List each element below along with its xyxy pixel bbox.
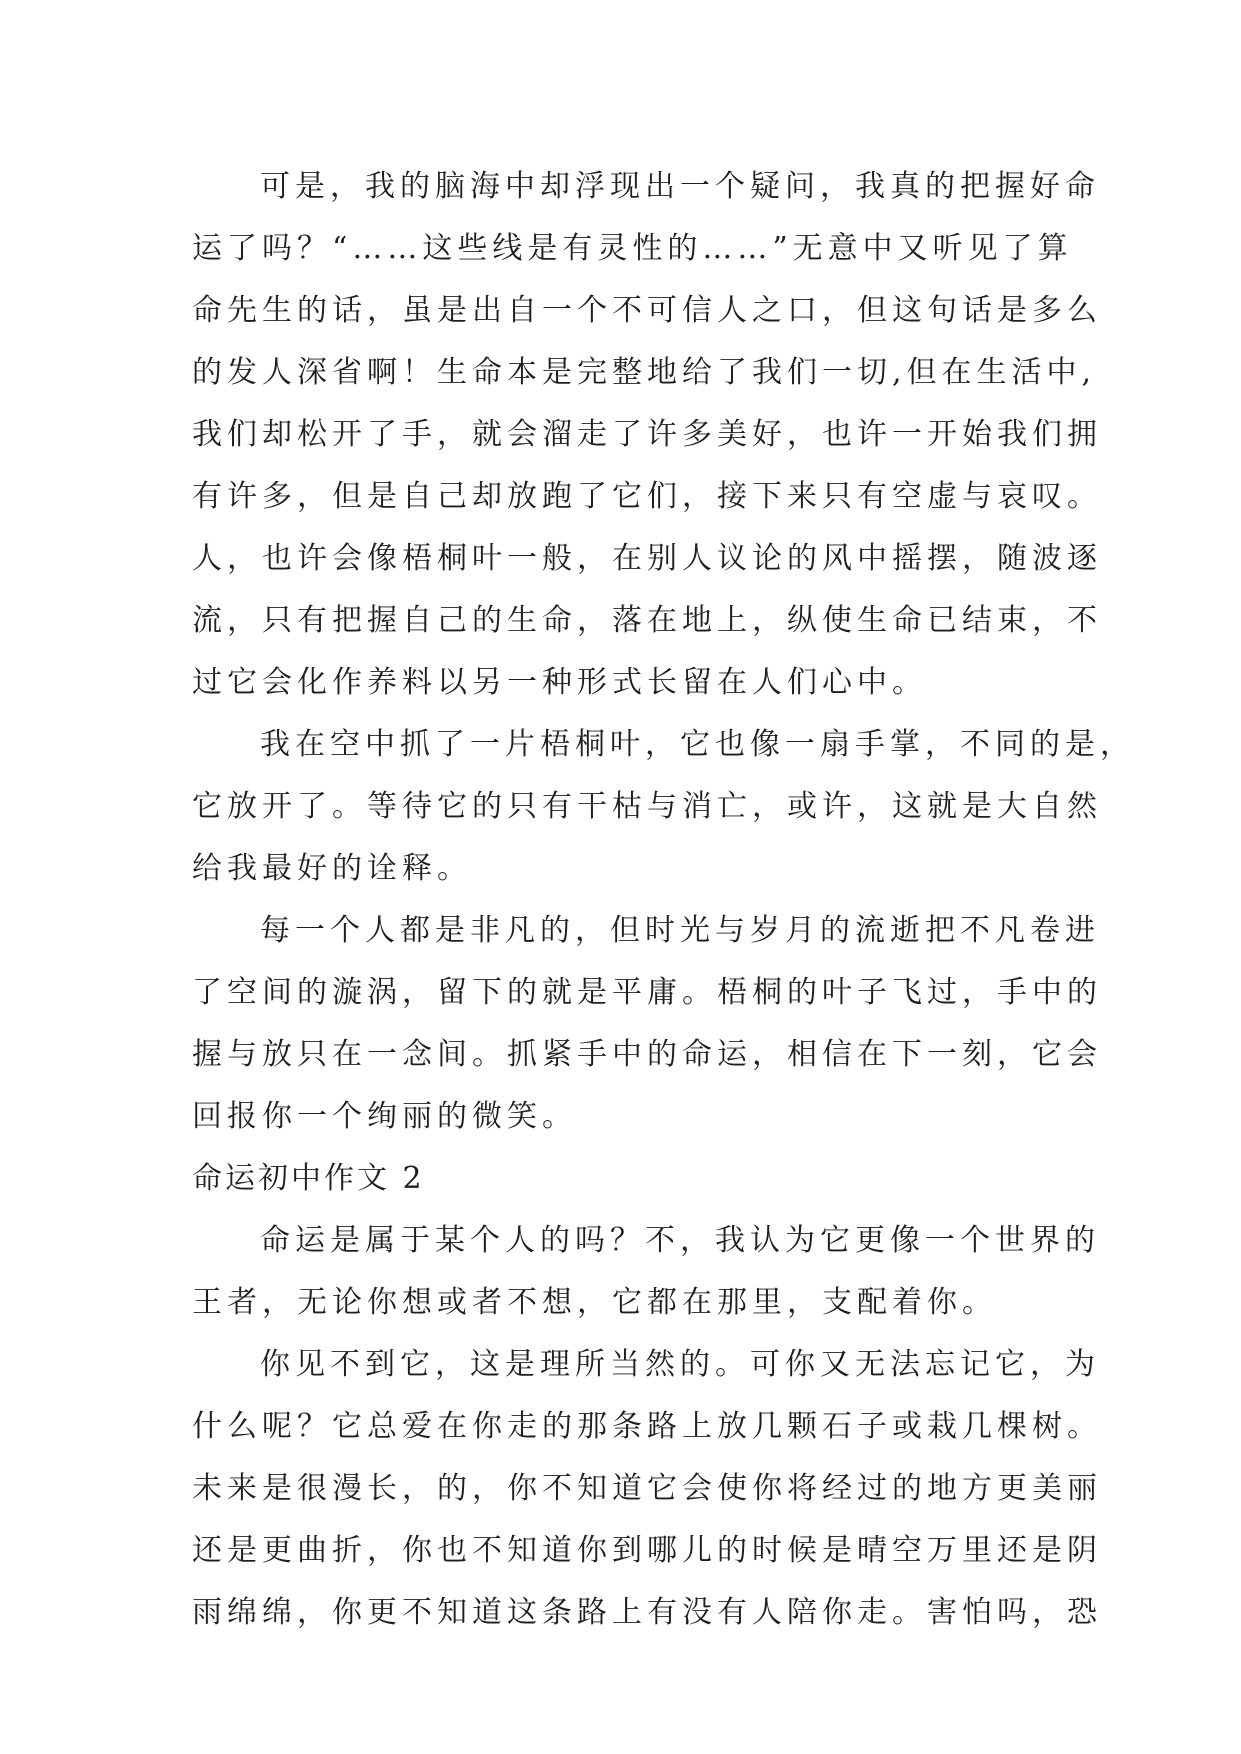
section-heading: 命运初中作文 2 [192,1161,425,1196]
paragraph-line: 什么呢？它总爱在你走的那条路上放几颗石子或栽几棵树。 [192,1409,1102,1444]
paragraph-line: 雨绵绵，你更不知道这条路上有没有人陪你走。害怕吗，恐 [192,1595,1102,1630]
paragraph-line: 给我最好的诠释。 [192,851,472,886]
document-body [192,156,1135,1644]
paragraph-line: 有许多，但是自己却放跑了它们，接下来只有空虚与哀叹。 [192,479,1102,514]
paragraph-line: 你见不到它，这是理所当然的。可你又无法忘记它，为 [260,1347,1100,1382]
paragraph-line: 的发人深省啊！生命本是完整地给了我们一切,但在生活中, [192,355,1097,390]
paragraph-line: 每一个人都是非凡的，但时光与岁月的流逝把不凡卷进 [260,913,1100,948]
paragraph-line: 可是，我的脑海中却浮现出一个疑问，我真的把握好命 [260,169,1100,204]
paragraph-line: 握与放只在一念间。抓紧手中的命运，相信在下一刻，它会 [192,1037,1102,1072]
paragraph-line: 回报你一个绚丽的微笑。 [192,1099,577,1134]
paragraph-line: 未来是很漫长，的，你不知道它会使你将经过的地方更美丽 [192,1471,1102,1506]
paragraph-line: 了空间的漩涡，留下的就是平庸。梧桐的叶子飞过，手中的 [192,975,1102,1010]
paragraph-line: 过它会化作养料以另一种形式长留在人们心中。 [192,665,927,700]
paragraph-line: 王者，无论你想或者不想，它都在那里，支配着你。 [192,1285,997,1320]
paragraph-line: 运了吗？“……这些线是有灵性的……”无意中又听见了算 [192,231,1073,266]
paragraph-line: 还是更曲折，你也不知道你到哪儿的时候是晴空万里还是阴 [192,1533,1102,1568]
paragraph-line: 我们却松开了手，就会溜走了许多美好，也许一开始我们拥 [192,417,1102,452]
paragraph-line: 人，也许会像梧桐叶一般，在别人议论的风中摇摆，随波逐 [192,541,1102,576]
paragraph-line: 命先生的话，虽是出自一个不可信人之口，但这句话是多么 [192,293,1102,328]
paragraph-line: 命运是属于某个人的吗？不，我认为它更像一个世界的 [260,1223,1100,1258]
paragraph-line: 它放开了。等待它的只有干枯与消亡，或许，这就是大自然 [192,789,1102,824]
paragraph-line: 流，只有把握自己的生命，落在地上，纵使生命已结束，不 [192,603,1102,638]
paragraph-line: 我在空中抓了一片梧桐叶，它也像一扇手掌，不同的是， [260,727,1135,762]
